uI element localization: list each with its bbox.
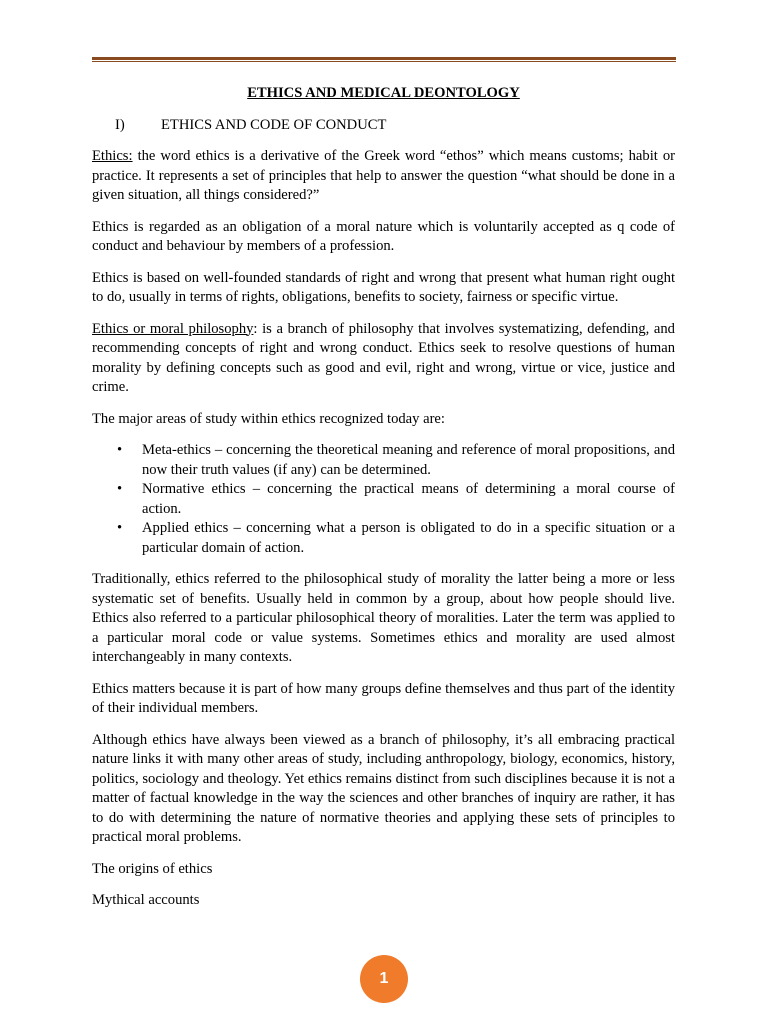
term-ethics: Ethics:: [92, 148, 133, 164]
list-item: [117, 519, 675, 558]
paragraph-obligation: Ethics is regarded as an obligation of a moral nature which is voluntarily accepted as q code of conduct and behaviour by members of a profession.: [92, 218, 675, 254]
paragraph-ethics-definition: [92, 147, 675, 206]
section-title: ETHICS AND CODE OF CONDUCT: [161, 116, 387, 133]
list-item: [117, 480, 675, 519]
section-number: I): [115, 116, 125, 133]
paragraph-moral-philosophy: [92, 320, 675, 398]
list-item-text: Normative ethics – concerning the practical means of determining a moral course of action.: [142, 481, 675, 517]
paragraph-branch-of-philosophy: Although ethics have always been viewed as a branch of philosophy, it’s all embracing practical nature links it with many other areas of study, including anthropology, biology, economics, history, politics, sociology and theology. Yet ethics remains distinct from such disciplines because it is not a matter of factual knowledge in the way the sciences and other branches of inquiry are rather, it has to do with determining the nature of normative theories and applying these sets of principles to practical moral problems.: [92, 731, 675, 845]
bullet-glyph: •: [117, 520, 123, 536]
list-item-text: Meta-ethics – concerning the theoretical meaning and reference of moral propositions, and now their truth values (if any) can be determined.: [142, 442, 675, 478]
page-number-badge: [360, 955, 408, 1003]
header-rule: [92, 57, 676, 62]
header-rule-thin: [92, 61, 676, 62]
paragraph-moral-philosophy-text: : is a branch of philosophy that involves systematizing, defending, and recommending concepts of right and wrong conduct. Ethics seek to resolve questions of human morality by defining concepts such as good and evil, right and wrong, virtue or vice, justice and crime.: [92, 320, 675, 395]
section-heading: [92, 116, 675, 136]
paragraph-major-areas: The major areas of study within ethics recognized today are:: [92, 410, 445, 427]
bullet-glyph: •: [117, 442, 123, 458]
areas-list: [92, 441, 675, 558]
paragraph-origins: The origins of ethics: [92, 860, 213, 877]
paragraph-mythical-accounts: Mythical accounts: [92, 892, 200, 908]
list-item: [117, 441, 675, 480]
page-number: 1: [379, 970, 389, 987]
paragraph-standards: Ethics is based on well-founded standards of right and wrong that present what human right ought to do, usually in terms of rights, obligations, benefits to society, fairness or specific virtue.: [92, 269, 675, 305]
header-rule-thick: [92, 57, 676, 60]
document-title: ETHICS AND MEDICAL DEONTOLOGY: [247, 85, 520, 101]
paragraph-ethics-definition-text: the word ethics is a derivative of the Greek word “ethos” which means customs; habit or practice. It represents a set of principles that help to answer the question “what should be done in a given situation, all things considered?”: [92, 148, 675, 203]
paragraph-ethics-matters: Ethics matters because it is part of how many groups define themselves and thus part of the identity of their individual members.: [92, 680, 675, 716]
bullet-glyph: •: [117, 481, 123, 497]
paragraph-traditionally: Traditionally, ethics referred to the philosophical study of morality the latter being a more or less systematic set of benefits. Usually held in common by a group, about how people should live. Ethics also referred to a particular philosophical theory of moralities. Later the term was applied to a particular moral code or value systems. Sometimes ethics and morality are used almost interchangeably in many contexts.: [92, 571, 675, 665]
list-item-text: Applied ethics – concerning what a person is obligated to do in a specific situation or a particular domain of action.: [142, 520, 675, 556]
term-moral-philosophy: Ethics or moral philosophy: [92, 320, 254, 337]
document-body: [92, 84, 675, 923]
